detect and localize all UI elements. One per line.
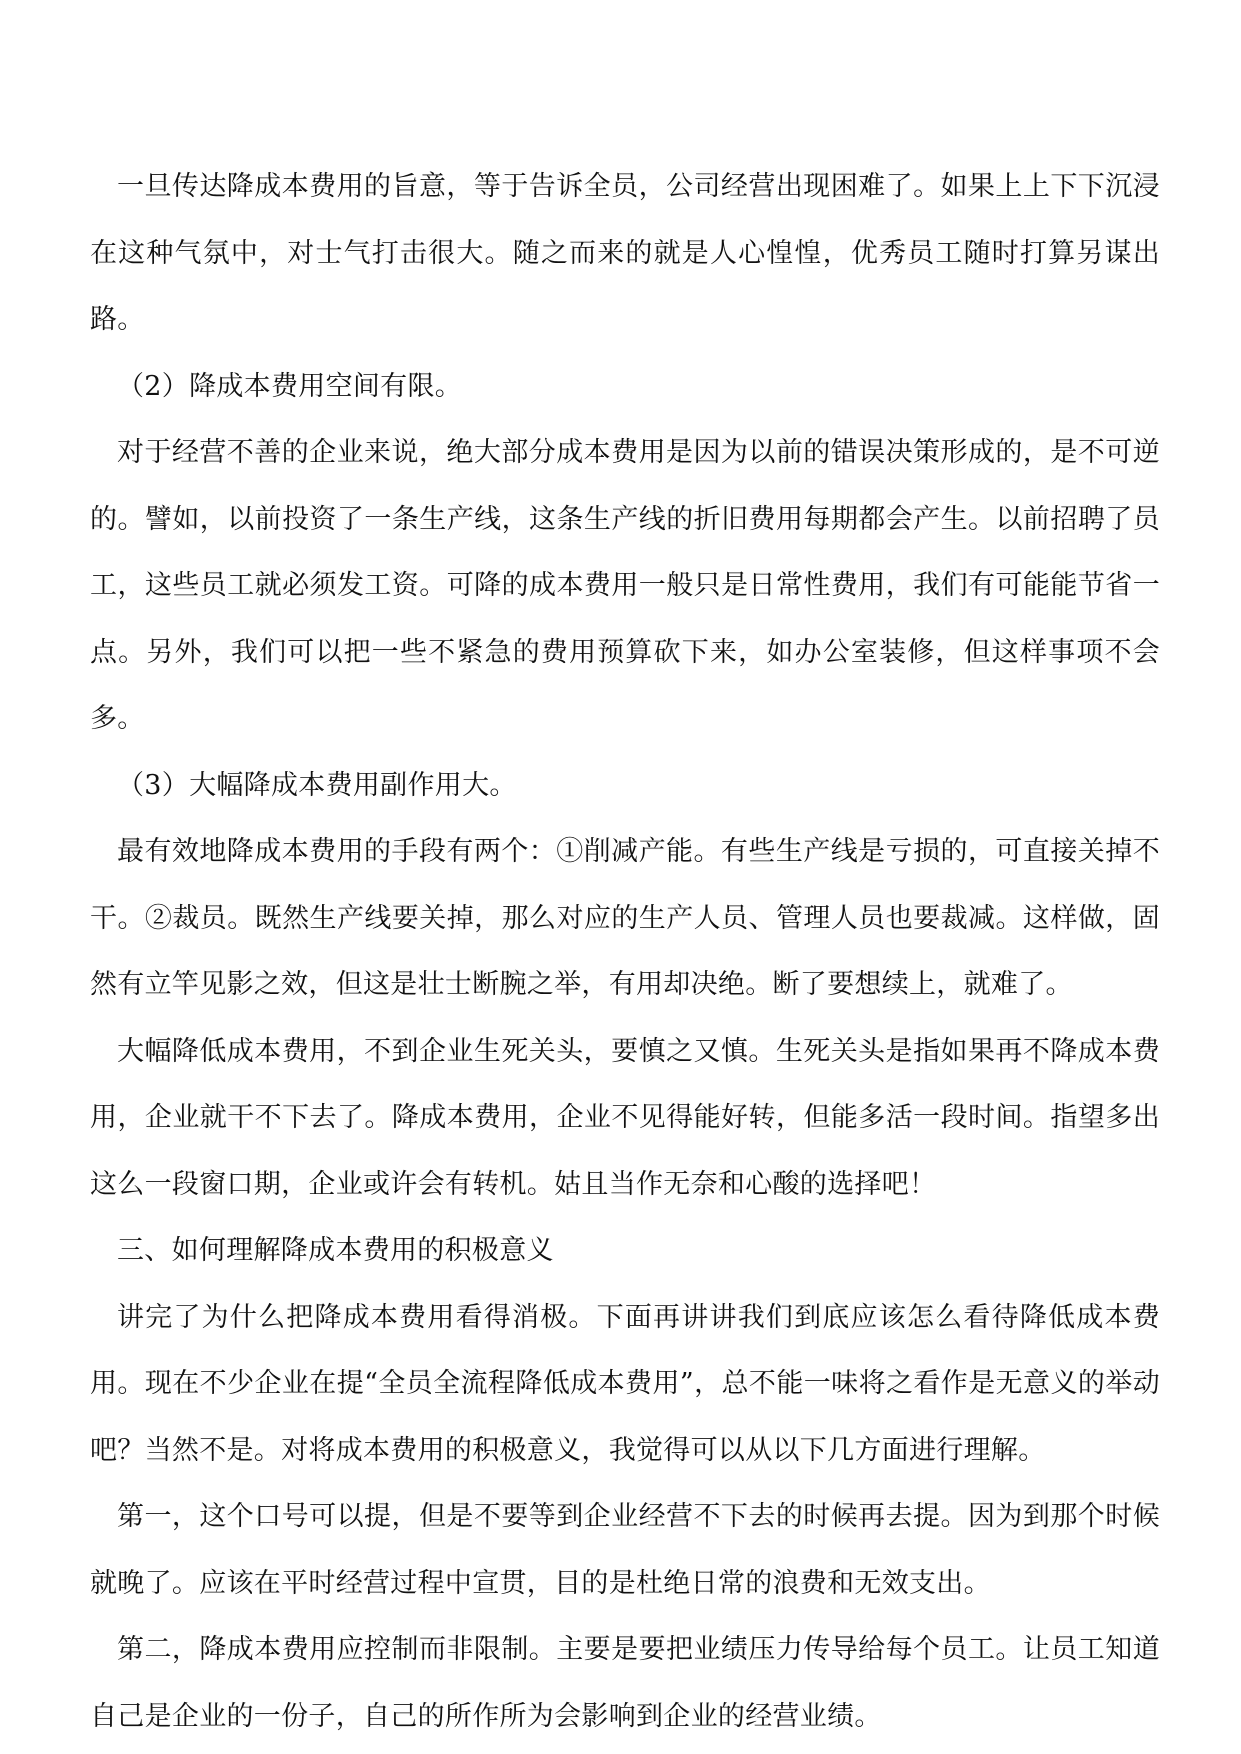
paragraph-3: 对于经营不善的企业来说，绝大部分成本费用是因为以前的错误决策形成的，是不可逆的。譬如，以前投资了一条生产线，这条生产线的折旧费用每期都会产生。以前招聘了员工，这些员工就必须发工资。可降的成本费用一般只是日常性费用，我们有可能能节省一点。另外，我们可以把一些不紧急的费用预算砍下来，如办公室装修，但这样事项不会多。	[90, 437, 1160, 734]
paragraph-5: 最有效地降成本费用的手段有两个：①削减产能。有些生产线是亏损的，可直接关掉不干。②裁员。既然生产线要关掉，那么对应的生产人员、管理人员也要裁减。这样做，固然有立竿见影之效，但这是壮士断腕之举，有用却决绝。断了要想续上，就难了。	[90, 836, 1160, 1000]
paragraph-1: 一旦传达降成本费用的旨意，等于告诉全员，公司经营出现困难了。如果上上下下沉浸在这种气氛中，对士气打击很大。随之而来的就是人心惶惶，优秀员工随时打算另谋出路。	[90, 171, 1160, 335]
paragraph-4: （3）大幅降成本费用副作用大。	[117, 769, 517, 801]
paragraph-9: 第一，这个口号可以提，但是不要等到企业经营不下去的时候再去提。因为到那个时候就晚了。应该在平时经营过程中宣贯，目的是杜绝日常的浪费和无效支出。	[90, 1501, 1160, 1599]
paragraph-2: （2）降成本费用空间有限。	[117, 370, 463, 402]
section-heading: 三、如何理解降成本费用的积极意义	[117, 1235, 554, 1266]
paragraph-6: 大幅降低成本费用，不到企业生死关头，要慎之又慎。生死关头是指如果再不降成本费用，企业就干不下去了。降成本费用，企业不见得能好转，但能多活一段时间。指望多出这么一段窗口期，企业或许会有转机。姑且当作无奈和心酸的选择吧！	[90, 1035, 1160, 1200]
document-body	[90, 154, 1160, 1750]
paragraph-10: 第二，降成本费用应控制而非限制。主要是要把业绩压力传导给每个员工。让员工知道自己是企业的一份子，自己的所作所为会影响到企业的经营业绩。	[90, 1634, 1160, 1732]
paragraph-8: 讲完了为什么把降成本费用看得消极。下面再讲讲我们到底应该怎么看待降低成本费用。现在不少企业在提“全员全流程降低成本费用”，总不能一味将之看作是无意义的举动吧？当然不是。对将成本费用的积极意义，我觉得可以从以下几方面进行理解。	[90, 1301, 1160, 1466]
